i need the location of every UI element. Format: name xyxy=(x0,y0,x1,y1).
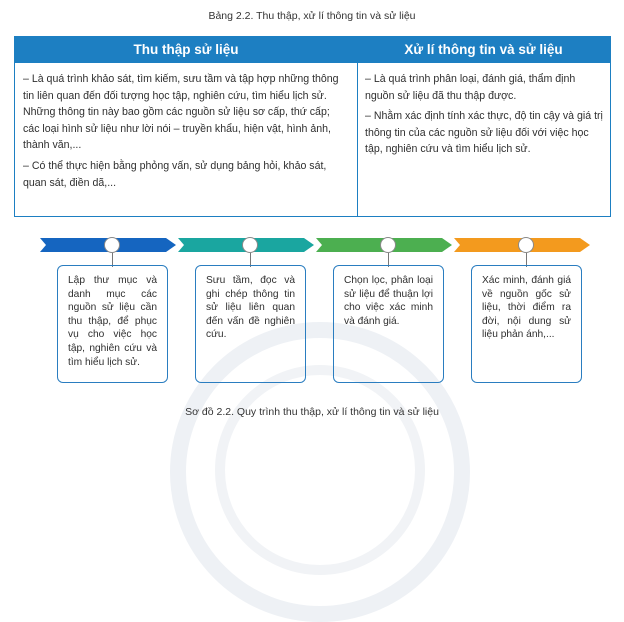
step-2-arrow xyxy=(178,236,316,254)
step-1-arrow xyxy=(40,236,178,254)
step-4-box: Xác minh, đánh giá về nguồn gốc sử liệu, thời điểm ra đời, nội dung sử liệu phản ánh,... xyxy=(471,265,582,383)
cell-processing xyxy=(365,71,605,162)
step-3-box: Chọn lọc, phân loại sử liệu để thuận lợi cho việc xác minh và đánh giá. xyxy=(333,265,444,383)
header-collecting: Thu thập sử liệu xyxy=(133,42,239,57)
cell-paragraph: – Là quá trình khảo sát, tìm kiếm, sưu tầm và tập hợp những thông tin liên quan đến đối tượng học tập, nghiên cứu, tìm hiểu lịch sử. Những thông tin này bao gồm các nguồn sử liệu sơ cấp, thứ cấp; các loại hình sử liệu như lời nói – truyền khẩu, hiện vật, hình ảnh, thành văn,... xyxy=(23,73,339,152)
step-4-arrow xyxy=(454,236,592,254)
header-processing: Xử lí thông tin và sử liệu xyxy=(404,42,563,57)
cell-paragraph: – Là quá trình phân loại, đánh giá, thẩm định nguồn sử liệu đã thu thập được. xyxy=(365,73,576,102)
table-caption: Bảng 2.2. Thu thập, xử lí thông tin và sử liệu xyxy=(208,10,416,22)
step-3-arrow xyxy=(316,236,454,254)
data-table xyxy=(14,36,611,217)
column-divider xyxy=(357,37,358,216)
step-2-box: Sưu tầm, đọc và ghi chép thông tin sử liệu liên quan đến vấn đề nghiên cứu. xyxy=(195,265,306,383)
step-1-box: Lập thư mục và danh mục các nguồn sử liệu cần thu thập, để phục vụ cho việc học tập, nghiên cứu và tìm hiểu lịch sử. xyxy=(57,265,168,383)
cell-collecting xyxy=(23,71,349,195)
cell-paragraph: – Có thể thực hiện bằng phỏng vấn, sử dụng bảng hỏi, khảo sát, quan sát, điền dã,... xyxy=(23,159,327,189)
background-watermark-ring-inner xyxy=(215,365,425,575)
table-header-row xyxy=(15,37,610,63)
cell-paragraph: – Nhằm xác định tính xác thực, độ tin cậy và giá trị thông tin của các nguồn sử liệu đối với việc học tập, nghiên cứu và tìm hiểu lịch sử. xyxy=(365,110,603,156)
diagram-caption: Sơ đồ 2.2. Quy trình thu thập, xử lí thông tin và sử liệu xyxy=(185,406,439,418)
